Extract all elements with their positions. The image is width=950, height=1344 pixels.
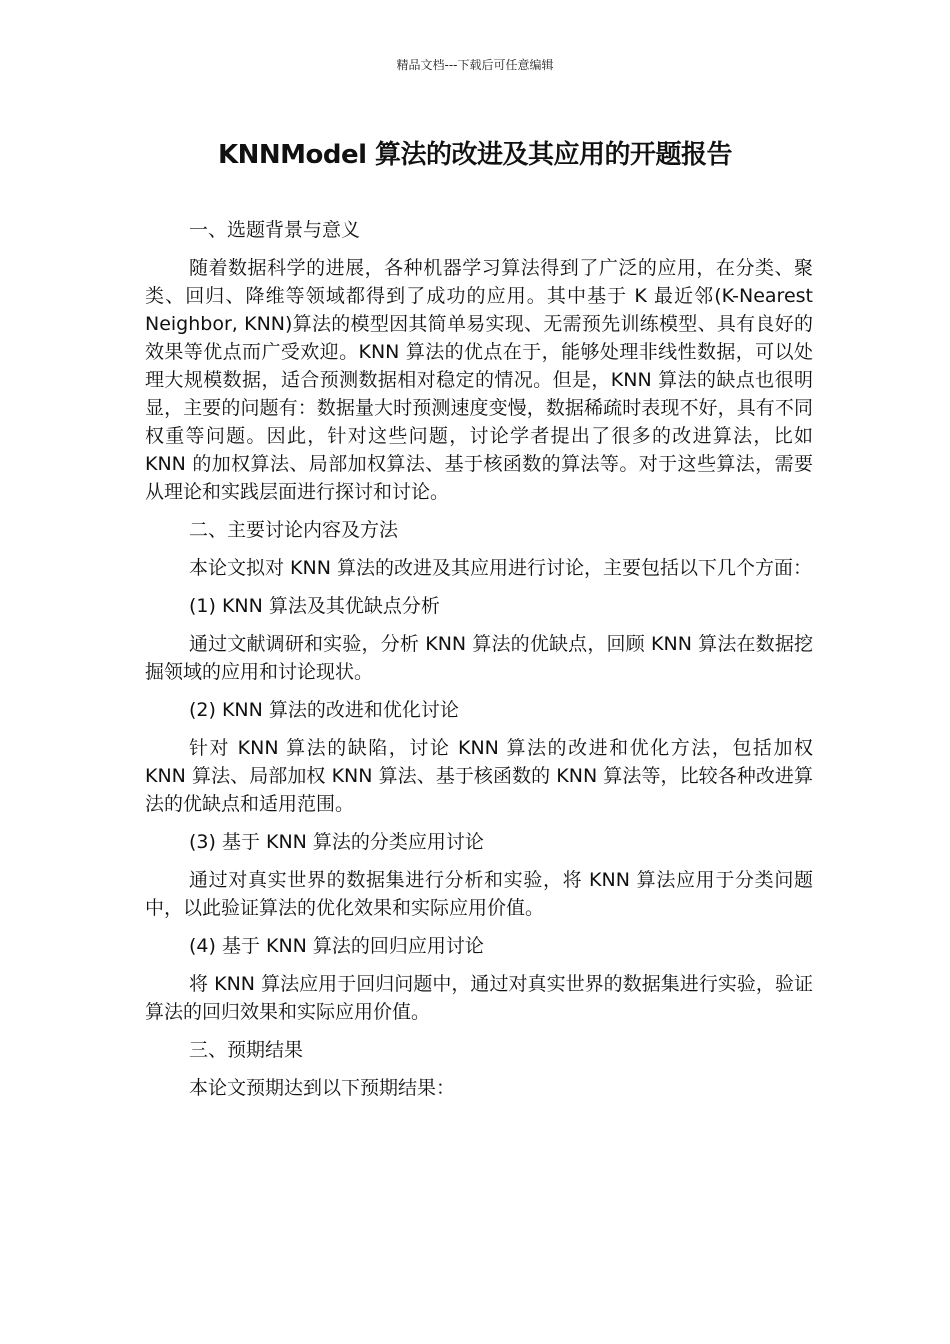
subheading-2: (2) KNN 算法的改进和优化讨论 [189, 699, 459, 721]
paragraph-2: 针对 KNN 算法的缺陷，讨论 KNN 算法的改进和优化方法，包括加权 KNN 算法、局部加权 KNN 算法、基于核函数的 KNN 算法等，比较各种改进算法的优缺点和适用范围。 [145, 737, 813, 815]
subheading-1: (1) KNN 算法及其优缺点分析 [189, 595, 440, 617]
subheading-4: (4) 基于 KNN 算法的回归应用讨论 [189, 935, 484, 957]
paragraph-intro: 本论文拟对 KNN 算法的改进及其应用进行讨论，主要包括以下几个方面： [189, 557, 812, 579]
paragraph-background: 随着数据科学的进展，各种机器学习算法得到了广泛的应用，在分类、聚类、回归、降维等领域都得到了成功的应用。其中基于 K 最近邻(K-Nearest Neighbor, KNN)算法的模型因其简单易实现、无需预先训练模型、具有良好的效果等优点而广受欢迎。KNN 算法的优点在于，能够处理非线性数据，可以处理大规模数据，适合预测数据相对稳定的情况。但是，KNN 算法的缺点也很明显，主要的问题有：数据量大时预测速度变慢，数据稀疏时表现不好，具有不同权重等问题。因此，针对这些问题，讨论学者提出了很多的改进算法，比如 KNN 的加权算法、局部加权算法、基于核函数的算法等。对于这些算法，需要从理论和实践层面进行探讨和讨论。 [145, 257, 813, 503]
subheading-3: (3) 基于 KNN 算法的分类应用讨论 [189, 831, 484, 853]
section-heading-background: 一、选题背景与意义 [189, 219, 361, 241]
paragraph-4: 将 KNN 算法应用于回归问题中，通过对真实世界的数据集进行实验，验证算法的回归效果和实际应用价值。 [145, 973, 813, 1023]
paragraph-3: 通过对真实世界的数据集进行分析和实验，将 KNN 算法应用于分类问题中，以此验证算法的优化效果和实际应用价值。 [145, 869, 813, 919]
page-header-note: 精品文档---下载后可任意编辑 [396, 58, 554, 72]
section-heading-content-methods: 二、主要讨论内容及方法 [189, 519, 399, 541]
paragraph-1: 通过文献调研和实验，分析 KNN 算法的优缺点，回顾 KNN 算法在数据挖掘领域的应用和讨论现状。 [145, 633, 813, 683]
paragraph-expected-results: 本论文预期达到以下预期结果： [189, 1077, 456, 1099]
document-body [145, 216, 813, 1112]
document-title: KNNModel 算法的改进及其应用的开题报告 [217, 140, 733, 170]
section-heading-expected-results: 三、预期结果 [189, 1039, 304, 1061]
